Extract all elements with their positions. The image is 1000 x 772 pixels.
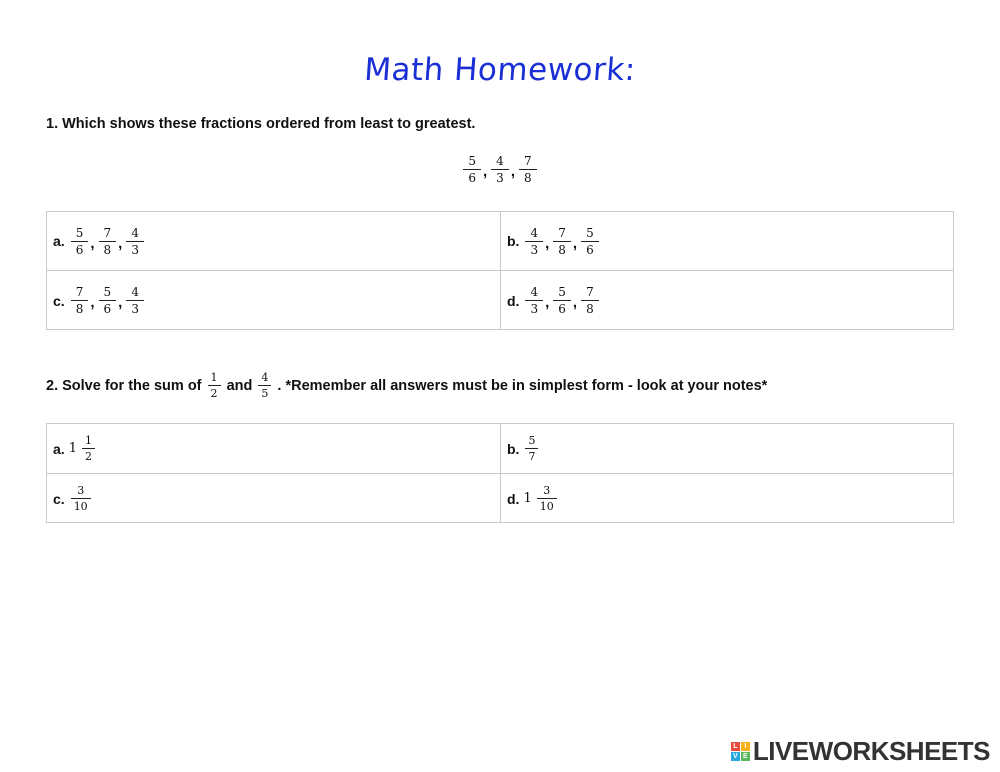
logo-block: L [731, 742, 740, 751]
fraction: $\frac{5}{6}$ [581, 227, 599, 256]
fraction: $\frac{4}{3}$ [525, 286, 543, 315]
fraction: $\frac{1}{2}$ [208, 372, 221, 399]
fraction: $\frac{5}{6}$ [99, 286, 117, 315]
fraction: $\frac{3}{10}$ [71, 485, 91, 512]
liveworksheets-logo [731, 736, 990, 767]
logo-block: I [741, 742, 750, 751]
fraction: $\frac{4}{3}$ [525, 227, 543, 256]
given-fraction: $\frac{5}{6}$ [463, 155, 481, 184]
answer-option-1b[interactable]: b. $\frac{4}{3}$ , $\frac{7}{8}$ , $\frac{5}{6}$ [501, 212, 953, 271]
logo-block: E [741, 752, 750, 761]
fraction: $\frac{5}{6}$ [553, 286, 571, 315]
question-1-answer-grid [46, 211, 954, 330]
fraction: $\frac{7}{8}$ [581, 286, 599, 315]
page-title: Math Homework: [363, 52, 637, 88]
given-fraction: $\frac{7}{8}$ [519, 155, 537, 184]
fraction: $\frac{7}{8}$ [71, 286, 89, 315]
fraction: $\frac{4}{3}$ [126, 286, 144, 315]
fraction: $\frac{7}{8}$ [99, 227, 117, 256]
fraction: $\frac{3}{10}$ [537, 485, 557, 512]
logo-block: V [731, 752, 740, 761]
fraction: $\frac{5}{6}$ [71, 227, 89, 256]
answer-option-1a[interactable]: a. $\frac{5}{6}$ , $\frac{7}{8}$ , $\frac{4}{3}$ [47, 212, 501, 271]
fraction: $\frac{5}{7}$ [525, 435, 538, 462]
question-2-prompt: 2. Solve for the sum of $\frac{1}{2}$ and $\frac{4}{5}$ . *Remember all answers must be in simplest form - look at your notes* [46, 371, 768, 400]
question-1-fractions: $\frac{5}{6}$ , $\frac{4}{3}$ , $\frac{7}{8}$ [0, 155, 1000, 184]
fraction: $\frac{1}{2}$ [82, 435, 95, 462]
answer-option-2b[interactable]: b. $\frac{5}{7}$ [501, 424, 953, 474]
question-2-answer-grid [46, 423, 954, 523]
given-fraction: $\frac{4}{3}$ [491, 155, 509, 184]
answer-option-2d[interactable]: d. 1 $\frac{3}{10}$ [501, 474, 953, 523]
answer-option-1d[interactable]: d. $\frac{4}{3}$ , $\frac{5}{6}$ , $\frac{7}{8}$ [501, 271, 953, 330]
answer-option-2c[interactable]: c. $\frac{3}{10}$ [47, 474, 501, 523]
fraction: $\frac{4}{3}$ [126, 227, 144, 256]
answer-option-2a[interactable]: a. 1 $\frac{1}{2}$ [47, 424, 501, 474]
question-1-prompt: 1. Which shows these fractions ordered from least to greatest. [46, 116, 476, 132]
answer-option-1c[interactable]: c. $\frac{7}{8}$ , $\frac{5}{6}$ , $\frac{4}{3}$ [47, 271, 501, 330]
logo-blocks-icon [731, 742, 750, 761]
fraction: $\frac{4}{5}$ [258, 372, 271, 399]
logo-text: LIVEWORKSHEETS [752, 736, 990, 766]
fraction: $\frac{7}{8}$ [553, 227, 571, 256]
